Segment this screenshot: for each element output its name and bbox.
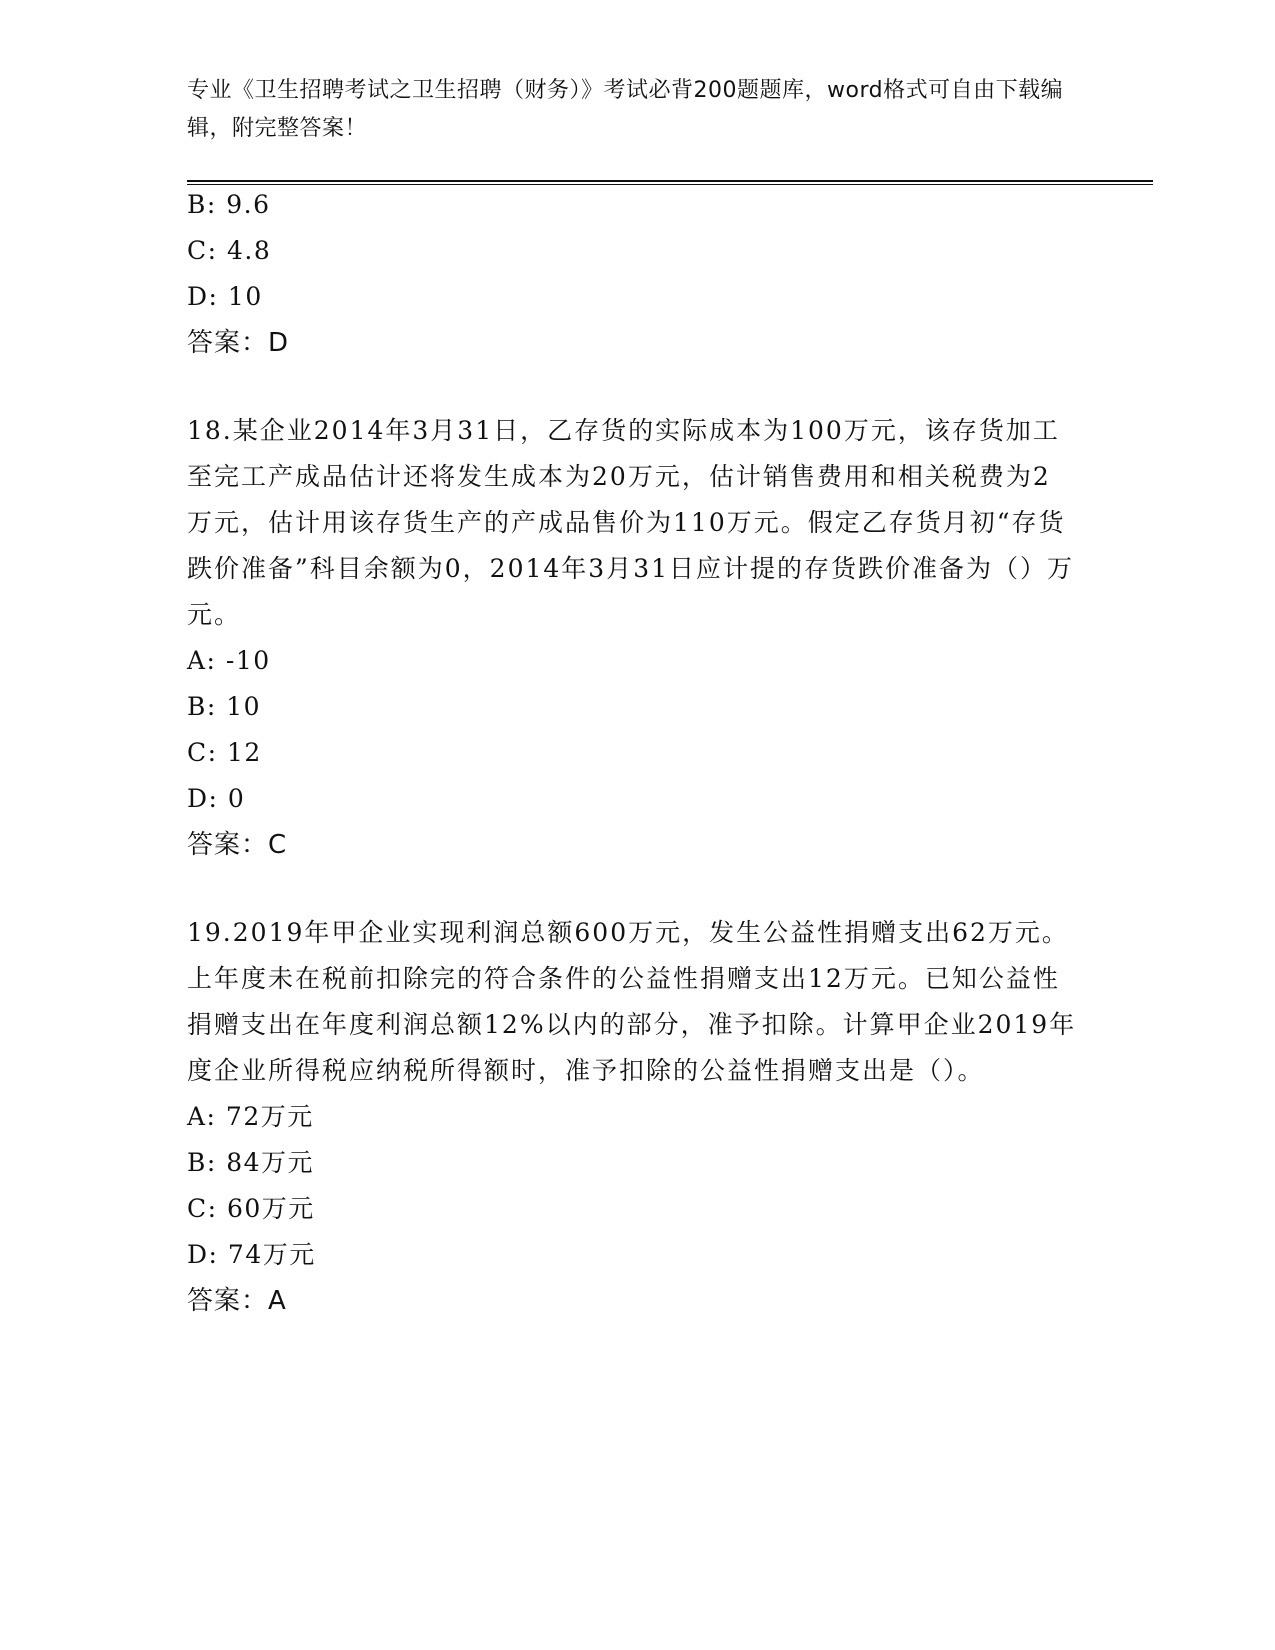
question-text: 19.2019年甲企业实现利润总额600万元，发生公益性捐赠支出62万元。上年度未在税前扣除完的符合条件的公益性捐赠支出12万元。已知公益性捐赠支出在年度利润总额12%以内的部分，准予扣除。计算甲企业2019年度企业所得税应纳税所得额时，准予扣除的公益性捐赠支出是（）。 (187, 918, 1077, 1085)
answer-line: 答案：C (187, 830, 288, 860)
question-spacer (187, 366, 1077, 408)
option-d: D: 10 (187, 282, 263, 311)
question-spacer (187, 868, 1077, 910)
option-c: C: 12 (187, 738, 262, 767)
question-17-tail (187, 182, 1077, 366)
answer-line: 答案：A (187, 1286, 287, 1316)
option-a: A: 72万元 (187, 1102, 314, 1131)
option-b: B: 84万元 (187, 1148, 315, 1177)
option-d: D: 0 (187, 784, 246, 813)
page-header-title: 专业《卫生招聘考试之卫生招聘（财务）》考试必背200题题库，word格式可自由下载编辑，附完整答案！ (187, 78, 1064, 141)
question-text: 18.某企业2014年3月31日，乙存货的实际成本为100万元，该存货加工至完工产成品估计还将发生成本为20万元，估计销售费用和相关税费为2万元，估计用该存货生产的产成品售价为110万元。假定乙存货月初“存货跌价准备”科目余额为0，2014年3月31日应计提的存货跌价准备为（）万元。 (187, 416, 1075, 629)
option-c: C: 60万元 (187, 1194, 315, 1223)
question-19 (187, 910, 1077, 1324)
question-18 (187, 408, 1077, 868)
option-d: D: 74万元 (187, 1240, 316, 1269)
option-a: A: -10 (187, 646, 271, 675)
option-b: B: 9.6 (187, 190, 271, 219)
document-body (187, 182, 1077, 1324)
option-b: B: 10 (187, 692, 262, 721)
option-c: C: 4.8 (187, 236, 272, 265)
answer-line: 答案：D (187, 328, 290, 358)
